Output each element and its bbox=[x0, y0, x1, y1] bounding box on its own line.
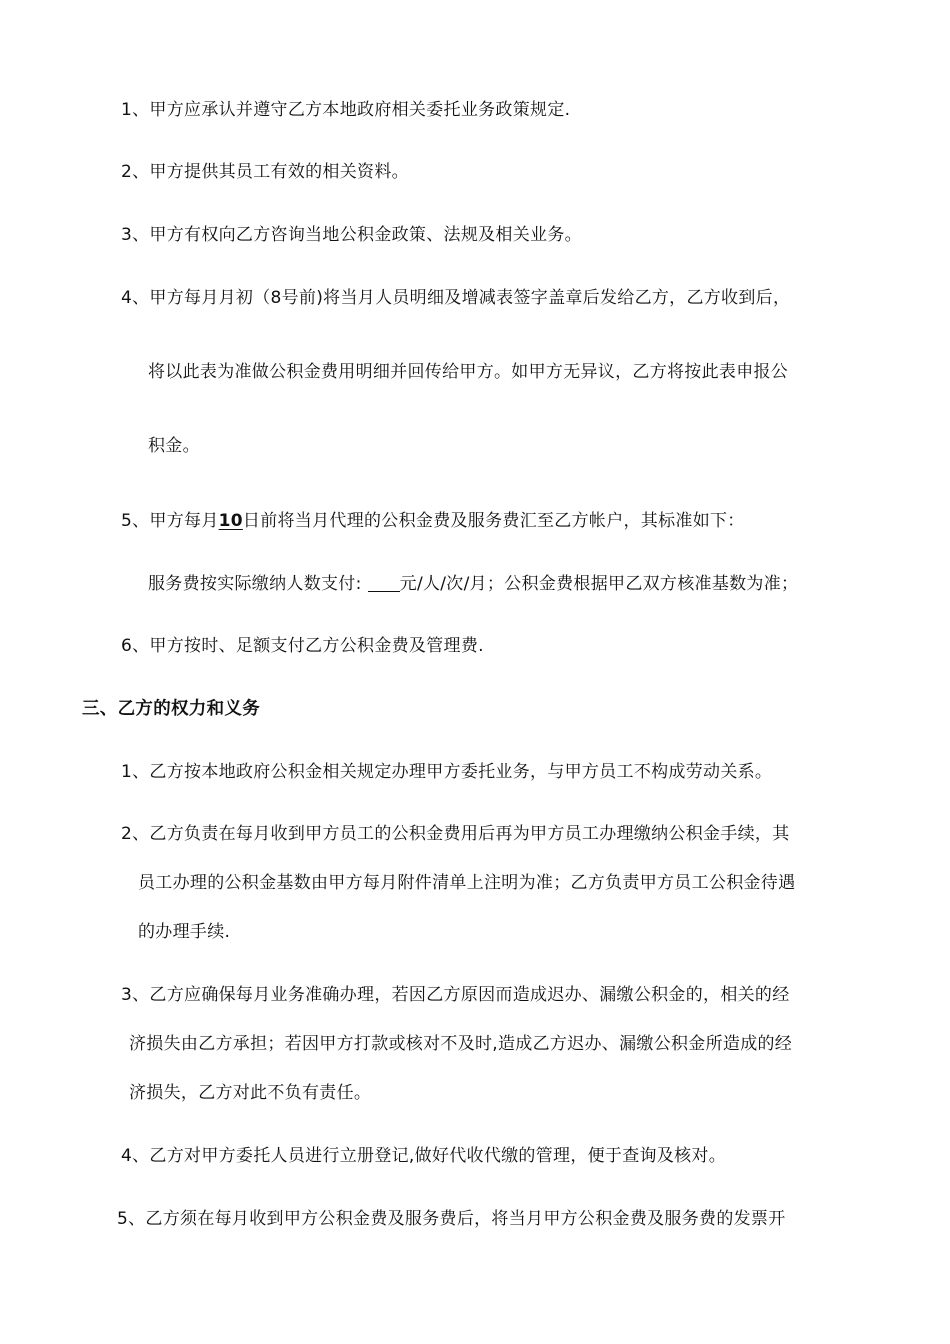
clause-a4-line3: 积金。 bbox=[148, 436, 200, 456]
fee-text-prefix: 服务费按实际缴纳人数支付: bbox=[148, 574, 362, 594]
clause-a3: 3、甲方有权向乙方咨询当地公积金政策、法规及相关业务。 bbox=[121, 225, 582, 245]
clause-a5 bbox=[121, 509, 745, 533]
fee-text-suffix: 元/人/次/月；公积金费根据甲乙双方核准基数为准； bbox=[399, 574, 799, 594]
clause-a5-suffix: 日前将当月代理的公积金费及服务费汇至乙方帐户，其标准如下： bbox=[242, 511, 745, 531]
section-heading: 三、乙方的权力和义务 bbox=[82, 699, 260, 719]
clause-a5-prefix: 5、甲方每月 bbox=[121, 511, 219, 531]
clause-b5-line1: 5、乙方须在每月收到甲方公积金费及服务费后，将当月甲方公积金费及服务费的发票开 bbox=[117, 1209, 786, 1229]
clause-a4-line1: 4、甲方每月月初（8号前)将当月人员明细及增减表签字盖章后发给乙方，乙方收到后， bbox=[121, 288, 791, 308]
clause-b1: 1、乙方按本地政府公积金相关规定办理甲方委托业务，与甲方员工不构成劳动关系。 bbox=[121, 762, 773, 782]
clause-a4-line2: 将以此表为准做公积金费用明细并回传给甲方。如甲方无异议，乙方将按此表申报公 bbox=[148, 362, 789, 382]
clause-b3-line2: 济损失由乙方承担；若因甲方打款或核对不及时,造成乙方迟办、漏缴公积金所造成的经 bbox=[129, 1034, 793, 1054]
clause-b4: 4、乙方对甲方委托人员进行立册登记,做好代收代缴的管理，便于查询及核对。 bbox=[121, 1146, 727, 1166]
clause-a1: 1、甲方应承认并遵守乙方本地政府相关委托业务政策规定. bbox=[121, 100, 571, 120]
clause-b2-line1: 2、乙方负责在每月收到甲方员工的公积金费用后再为甲方员工办理缴纳公积金手续，其 bbox=[121, 824, 790, 844]
clause-a5-day: 10 bbox=[218, 511, 243, 531]
clause-a5-fee bbox=[148, 572, 798, 596]
clause-b2-line3: 的办理手续. bbox=[138, 922, 231, 942]
clause-b3-line3: 济损失，乙方对此不负有责任。 bbox=[129, 1083, 372, 1103]
clause-a6: 6、甲方按时、足额支付乙方公积金费及管理费. bbox=[121, 636, 484, 656]
fee-blank-line bbox=[368, 573, 400, 592]
clause-b2-line2: 员工办理的公积金基数由甲方每月附件清单上注明为准；乙方负责甲方员工公积金待遇 bbox=[138, 873, 796, 893]
clause-b3-line1: 3、乙方应确保每月业务准确办理，若因乙方原因而造成迟办、漏缴公积金的，相关的经 bbox=[121, 985, 790, 1005]
clause-a2: 2、甲方提供其员工有效的相关资料。 bbox=[121, 162, 409, 182]
